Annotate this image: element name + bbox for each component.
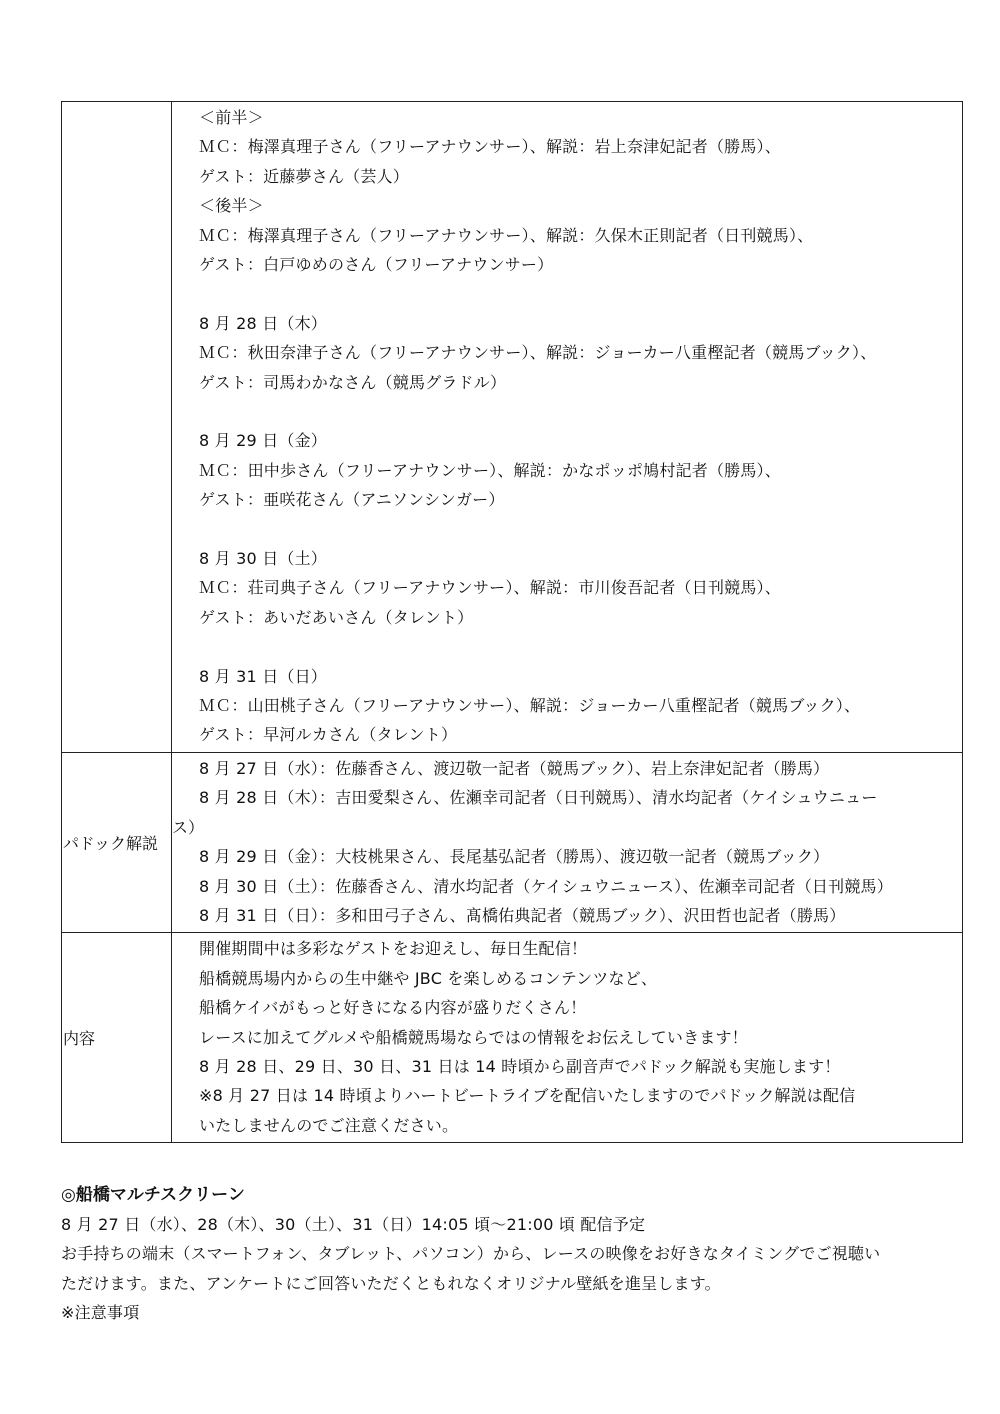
schedule-row [62,102,963,753]
section-line: お手持ちの端末（スマートフォン、タブレット、パソコン）から、レースの映像をお好きなタイミングでご視聴い [61,1244,881,1264]
schedule-line: ゲスト：亜咲花さん（アニソンシンガー） [199,490,505,510]
section-title: ◎船橋マルチスクリーン [61,1185,245,1205]
schedule-line: ＭＣ：秋田奈津子さん（フリーアナウンサー）、解説：ジョーカー八重樫記者（競馬ブック）、 [199,343,877,363]
paddock-line: 8 月 31 日（日）：多和田弓子さん、髙橋佑典記者（競馬ブック）、沢田哲也記者（勝馬） [199,905,846,925]
paddock-row [62,752,963,932]
content-line: ※8 月 27 日は 14 時頃よりハートビートライブを配信いたしますのでパドック解説は配信 [199,1086,856,1106]
paddock-content-cell [172,752,963,932]
schedule-line: ＭＣ：梅澤真理子さん（フリーアナウンサー）、解説：久保木正則記者（日刊競馬）、 [199,225,814,245]
content-line: 船橋ケイバがもっと好きになる内容が盛りだくさん！ [199,998,587,1018]
paddock-line: 8 月 28 日（木）：吉田愛梨さん、佐瀬幸司記者（日刊競馬）、清水均記者（ケイシュウニュー [199,788,878,808]
schedule-line: ＭＣ：山田桃子さん（フリーアナウンサー）、解説：ジョーカー八重樫記者（競馬ブック）、 [199,696,861,716]
schedule-line: 8 月 29 日（金） [199,431,327,451]
content-label: 内容 [62,933,172,1143]
schedule-blank-line [172,515,962,544]
schedule-blank-line [172,397,962,426]
paddock-line: 8 月 29 日（金）：大枝桃果さん、長尾基弘記者（勝馬）、渡辺敬一記者（競馬ブック） [199,847,830,867]
schedule-line: ゲスト：早河ルカさん（タレント） [199,725,458,745]
schedule-line: 8 月 31 日（日） [199,666,327,686]
section-line: 8 月 27 日（水）、28（木）、30（土）、31（日）14:05 頃～21:00 頃 配信予定 [61,1215,646,1234]
content-line: いたしませんのでご注意ください。 [199,1115,459,1135]
schedule-line: ゲスト：司馬わかなさん（競馬グラドル） [199,372,507,392]
content-line: 船橋競馬場内からの生中継や JBC を楽しめるコンテンツなど、 [199,968,658,988]
paddock-label: パドック解説 [62,752,172,932]
schedule-line: ＭＣ：梅澤真理子さん（フリーアナウンサー）、解説：岩上奈津妃記者（勝馬）、 [199,137,781,157]
schedule-content-cell [172,102,963,753]
schedule-line: ＜前半＞ [199,108,264,127]
schedule-line: ＭＣ：荘司典子さん（フリーアナウンサー）、解説：市川俊吾記者（日刊競馬）、 [199,578,781,598]
program-table [61,101,963,1143]
schedule-line: ゲスト：あいだあいさん（タレント） [199,607,474,627]
schedule-blank-line [172,632,962,661]
schedule-line: 8 月 28 日（木） [199,313,327,333]
schedule-blank-line [172,279,962,308]
schedule-line: ゲスト：白戸ゆめのさん（フリーアナウンサー） [199,255,554,275]
content-content-cell [172,933,963,1143]
schedule-line: ＭＣ：田中歩さん（フリーアナウンサー）、解説：かなポッポ鳩村記者（勝馬）、 [199,460,781,480]
paddock-line: 8 月 27 日（水）：佐藤香さん、渡辺敬一記者（競馬ブック）、岩上奈津妃記者（勝馬） [199,758,830,778]
schedule-label-cell [62,102,172,753]
section-line: ※注意事項 [61,1303,140,1323]
content-line: レースに加えてグルメや船橋競馬場ならではの情報をお伝えしていきます！ [199,1027,748,1047]
content-line: 開催期間中は多彩なゲストをお迎えし、毎日生配信！ [199,939,588,959]
schedule-line: ゲスト：近藤夢さん（芸人） [199,166,409,186]
content-line: 8 月 28 日、29 日、30 日、31 日は 14 時頃から副音声でパドック解説も実施します！ [199,1056,841,1076]
paddock-line: 8 月 30 日（土）：佐藤香さん、清水均記者（ケイシュウニュース）、佐瀬幸司記者（日刊競馬） [199,876,893,896]
paddock-line-wrap: ス） [172,817,205,837]
section-line: ただけます。また、アンケートにご回答いただくともれなくオリジナル壁紙を進呈します。 [61,1273,721,1293]
schedule-line: ＜後半＞ [199,196,264,216]
multiscreen-section [61,1180,966,1328]
schedule-line: 8 月 30 日（土） [199,549,327,569]
content-row [62,933,963,1143]
